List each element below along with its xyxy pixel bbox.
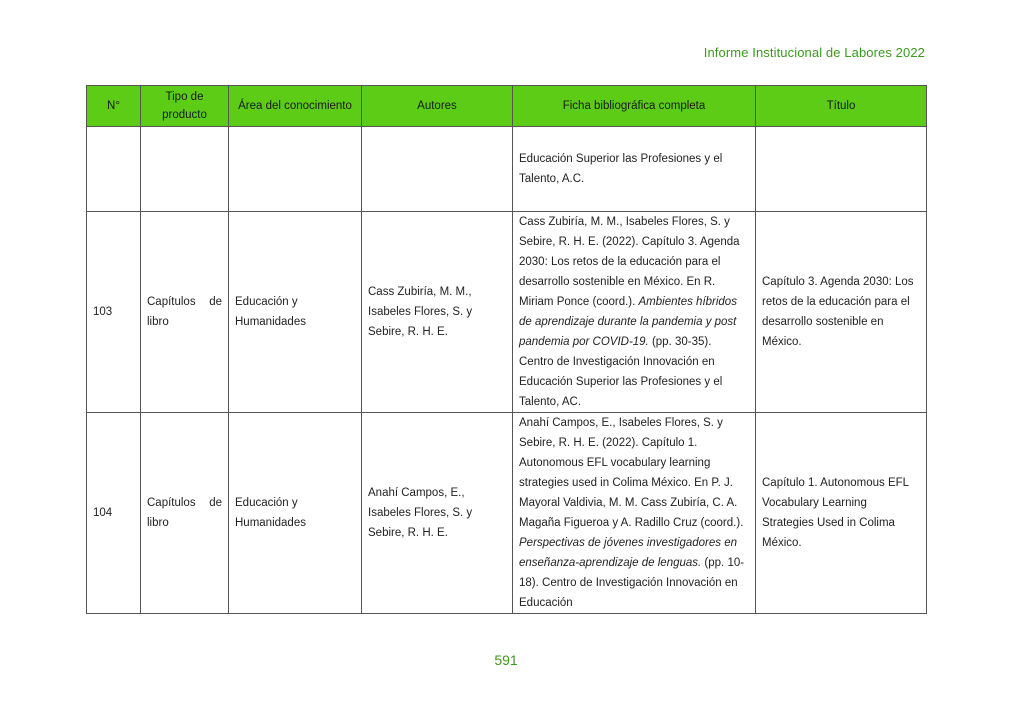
product-type-word: de [209, 497, 222, 509]
column-header-authors: Autores [362, 86, 513, 127]
table-header-row [87, 86, 927, 127]
cell-bibliographic-record [513, 413, 756, 614]
table-row [87, 212, 927, 413]
column-header-bibliographic-record: Ficha bibliográfica completa [513, 86, 756, 127]
page-number: 591 [494, 652, 518, 668]
table-row [87, 413, 927, 614]
cell-authors: Anahí Campos, E., Isabeles Flores, S. y Sebire, R. H. E. [362, 413, 513, 614]
cell-knowledge-area: Educación y Humanidades [229, 212, 362, 413]
table-row [87, 127, 927, 212]
ficha-text: Cass Zubiría, M. M., Isabeles Flores, S. y Sebire, R. H. E. (2022). Capítulo 3. Agenda 2030: Los retos de la educación para el desarrollo sostenible en México. En R. Miriam Ponce (coord.). [519, 216, 740, 308]
product-type-word: de [209, 296, 222, 308]
column-header-number: N° [87, 86, 141, 127]
cell-number: 103 [87, 212, 141, 413]
cell-authors [362, 127, 513, 212]
product-type-word: Capítulos [147, 497, 196, 509]
ficha-italic-title: Perspectivas de jóvenes investigadores en enseñanza-aprendizaje de lenguas. [519, 537, 737, 569]
cell-bibliographic-record [513, 212, 756, 413]
ficha-text: (pp. 30-35). Centro de Investigación Innovación en Educación Superior las Profesiones y el Talento, AC. [519, 336, 723, 408]
product-type-word: Capítulos [147, 296, 196, 308]
cell-product-type [141, 413, 229, 614]
ficha-text: (pp. 10-18). Centro de Investigación Innovación en Educación [519, 557, 745, 609]
product-type-word: libro [147, 316, 169, 328]
cell-product-type [141, 127, 229, 212]
cell-authors: Cass Zubiría, M. M., Isabeles Flores, S. y Sebire, R. H. E. [362, 212, 513, 413]
cell-product-type [141, 212, 229, 413]
column-header-product-type: Tipo de producto [141, 86, 229, 127]
cell-title: Capítulo 3. Agenda 2030: Los retos de la educación para el desarrollo sostenible en México. [756, 212, 927, 413]
product-type-word: libro [147, 517, 169, 529]
cell-number [87, 127, 141, 212]
ficha-italic-title: Ambientes híbridos de aprendizaje durante la pandemia y post pandemia por COVID-19. [519, 296, 737, 348]
cell-title: Capítulo 1. Autonomous EFL Vocabulary Learning Strategies Used in Colima México. [756, 413, 927, 614]
ficha-text: Anahí Campos, E., Isabeles Flores, S. y Sebire, R. H. E. (2022). Capítulo 1. Autonomous EFL vocabulary learning strategies used in Colima México. En P. J. Mayoral Valdivia, M. M. Cass Zubiría, C. A. Magaña Figueroa y A. Radillo Cruz (coord.). [519, 417, 744, 529]
cell-knowledge-area: Educación y Humanidades [229, 413, 362, 614]
cell-number: 104 [87, 413, 141, 614]
bibliography-table [86, 85, 927, 614]
cell-title [756, 127, 927, 212]
column-header-title: Título [756, 86, 927, 127]
cell-bibliographic-record: Educación Superior las Profesiones y el Talento, A.C. [513, 127, 756, 212]
column-header-knowledge-area: Área del conocimiento [229, 86, 362, 127]
cell-knowledge-area [229, 127, 362, 212]
report-header-title: Informe Institucional de Labores 2022 [703, 45, 925, 60]
